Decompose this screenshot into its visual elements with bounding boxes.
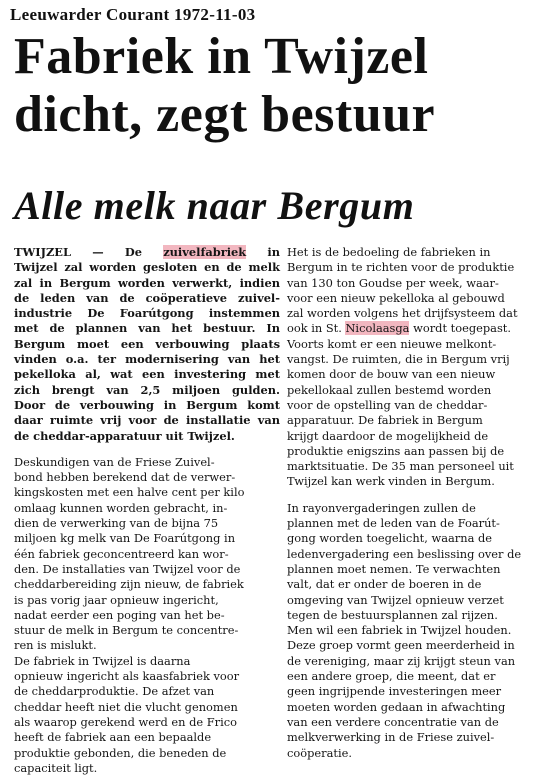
- text-line: produktie gebonden, die beneden de: [14, 745, 227, 760]
- text-line: kingskosten met een halve cent per kilo: [14, 485, 245, 500]
- text-line: Het is de bedoeling de fabrieken in: [287, 245, 491, 259]
- text-line: plannen met de leden van de Foarút-: [287, 516, 500, 531]
- text-line: één fabriek geconcentreerd kan wor-: [14, 546, 229, 561]
- text-line: plannen moet nemen. Te verwachten: [287, 561, 501, 576]
- text-line: de vereniging, maar zij krijgt steun van: [287, 653, 516, 668]
- text-line: ledenvergadering een beslissing over de: [287, 546, 522, 561]
- text-line: produktie enigszins aan passen bij de: [287, 443, 505, 458]
- text-line: capaciteit ligt.: [14, 760, 98, 775]
- text-line: melkverwerking in de Friese zuivel-: [287, 730, 495, 745]
- text-line: zal in Bergum worden verwerkt, indien: [14, 275, 280, 290]
- text-line: Men wil een fabriek in Twijzel houden.: [287, 623, 512, 638]
- text-line: Twijzel zal worden gesloten en de melk: [14, 260, 280, 275]
- text-line: tegen de bestuursplannen zal rijzen.: [287, 607, 498, 622]
- headline-line: dicht, zegt bestuur: [14, 86, 436, 143]
- text-line: dien de verwerking van de bijna 75: [14, 516, 219, 531]
- highlighted-term: zuivelfabriek: [163, 245, 247, 259]
- text-line: een andere groep, die meent, dat er: [287, 669, 496, 684]
- text-line: de cheddarproduktie. De afzet van: [14, 684, 215, 699]
- text-line: vinden o.a. ter modernisering van het: [14, 352, 280, 367]
- body-paragraph: [287, 501, 549, 761]
- subheadline: Alle melk naar Bergum: [14, 183, 415, 228]
- text-line: bond hebben berekend dat de verwer-: [14, 470, 236, 485]
- text-line: valt, dat er onder de boeren in de: [287, 577, 482, 592]
- headline: [14, 28, 554, 144]
- text-line: vangst. De ruimten, die in Bergum vrij: [287, 352, 510, 367]
- text-line: pekellokaal zullen bestemd worden: [287, 382, 492, 397]
- text-fragment: wordt toegepast.: [409, 321, 511, 336]
- text-line: van een verdere concentratie van de: [287, 714, 499, 729]
- text-line: cheddarbereiding zijn nieuw, de fabriek: [14, 577, 244, 592]
- text-line: Deskundigen van de Friese Zuivel-: [14, 454, 215, 469]
- text-line: Deze groep vormt geen meerderheid in: [287, 638, 515, 653]
- text-line: [14, 245, 280, 260]
- text-line: miljoen kg melk van De Foarútgong in: [14, 531, 236, 546]
- text-line: met de plannen van het bestuur. In: [14, 321, 280, 336]
- text-line: Bergum in te richten voor de produktie: [287, 260, 515, 275]
- text-line: daar ruimte vrij voor de installatie van: [14, 413, 280, 428]
- text-line: In rayonvergaderingen zullen de: [287, 500, 476, 515]
- text-line: heeft de fabriek aan een bepaalde: [14, 730, 212, 745]
- text-line: is pas vorig jaar opnieuw ingericht,: [14, 592, 219, 607]
- text-line: cheddar heeft niet die vlucht genomen: [14, 699, 238, 714]
- body-paragraph: [287, 245, 549, 490]
- text-line: pekelloka al, wat een investering met: [14, 367, 280, 382]
- text-line: marktsituatie. De 35 man personeel uit: [287, 459, 514, 474]
- text-line: geen ingrijpende investeringen meer: [287, 684, 502, 699]
- text-fragment: ook in St.: [287, 321, 346, 336]
- text-line: voor de opstelling van de cheddar-: [287, 397, 488, 412]
- text-line: Door de verbouwing in Bergum komt: [14, 397, 280, 412]
- lead-paragraph: [14, 245, 280, 444]
- text-line: omgeving van Twijzel opnieuw verzet: [287, 592, 504, 607]
- text-fragment: TWIJZEL — De: [14, 245, 164, 259]
- text-line: de cheddar-apparatuur uit Twijzel.: [14, 428, 235, 443]
- text-line: apparatuur. De fabriek in Bergum: [287, 413, 483, 428]
- text-line: industrie De Foarútgong instemmen: [14, 306, 280, 321]
- text-line: zich brengt van 2,5 miljoen gulden.: [14, 382, 280, 397]
- text-line: Bergum moet een verbouwing plaats: [14, 336, 280, 351]
- text-line: [287, 321, 549, 336]
- text-line: krijgt daardoor de mogelijkheid de: [287, 428, 489, 443]
- text-line: zal worden volgens het drijfsysteem dat: [287, 306, 518, 321]
- text-fragment: in: [246, 245, 281, 259]
- text-line: moeten worden gedaan in afwachting: [287, 699, 506, 714]
- headline-line: Fabriek in Twijzel: [14, 28, 429, 85]
- source-line: Leeuwarder Courant 1972-11-03: [10, 5, 256, 24]
- text-line: komen door de bouw van een nieuw: [287, 367, 496, 382]
- body-paragraph: [14, 455, 280, 776]
- text-line: coöperatie.: [287, 745, 352, 760]
- article-column-left: [14, 245, 280, 776]
- text-line: stuur de melk in Bergum te concentre-: [14, 623, 239, 638]
- text-line: van 130 ton Goudse per week, waar-: [287, 275, 499, 290]
- text-line: omlaag kunnen worden gebracht, in-: [14, 500, 228, 515]
- text-line: Twijzel kan werk vinden in Bergum.: [287, 474, 495, 489]
- text-line: den. De installaties van Twijzel voor de: [14, 561, 241, 576]
- article-column-right: [287, 245, 549, 761]
- text-line: gong worden toegelicht, waarna de: [287, 531, 493, 546]
- text-line: de leden van de coöperatieve zuivel-: [14, 290, 280, 305]
- text-line: nadat eerder een poging van het be-: [14, 607, 225, 622]
- text-line: opnieuw ingericht als kaasfabriek voor: [14, 669, 240, 684]
- text-line: Voorts komt er een nieuwe melkont-: [287, 336, 497, 351]
- text-line: als waarop gerekend werd en de Frico: [14, 714, 237, 729]
- highlighted-term: Nicolaasga: [345, 321, 410, 336]
- text-line: voor een nieuw pekelloka al gebouwd: [287, 290, 505, 305]
- text-line: ren is mislukt.: [14, 638, 97, 653]
- text-line: De fabriek in Twijzel is daarna: [14, 653, 191, 668]
